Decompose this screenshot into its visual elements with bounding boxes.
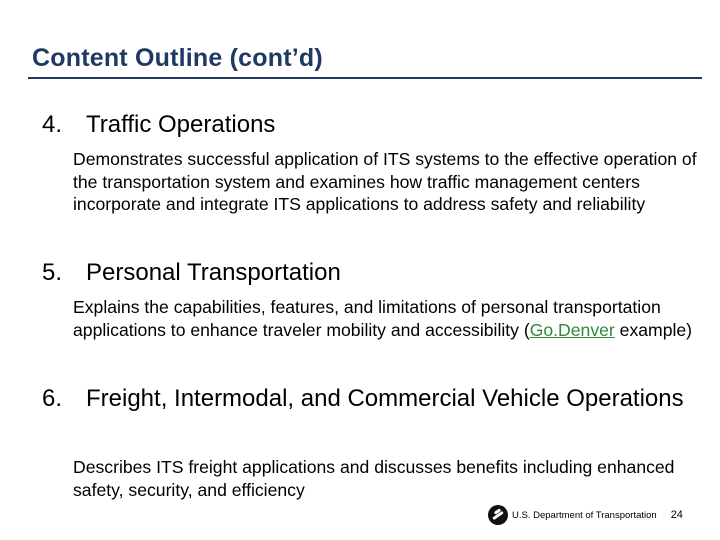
outline-item-6-heading [42, 383, 686, 415]
description-text: Explains the capabilities, features, and limitations of personal transportation applications to enhance traveler mobility and accessibility ( [73, 297, 661, 340]
outline-item-number: 4. [42, 111, 63, 138]
title-divider [28, 77, 702, 79]
outline-item-number: 6. [42, 385, 63, 412]
usdot-logo-icon [488, 505, 508, 525]
outline-item-4-description: Demonstrates successful application of ITS systems to the effective operation of the transportation system and examines how traffic management centers incorporate and integrate ITS applications to address safety and reliability [73, 149, 697, 215]
agency-name: U.S. Department of Transportation [512, 509, 657, 521]
description-text: example) [614, 319, 693, 340]
outline-item-number: 5. [42, 259, 63, 286]
godenver-link[interactable]: Go.Denver [529, 319, 615, 340]
outline-item-5-heading [42, 257, 686, 289]
outline-item-6-description: Describes ITS freight applications and discusses benefits including enhanced safety, security, and efficiency [73, 457, 675, 500]
footer [488, 505, 683, 525]
outline-item-5-description [73, 296, 703, 341]
page-number: 24 [670, 509, 683, 521]
outline-item-title: Personal Transportation [86, 259, 341, 286]
outline-item-4-heading [42, 109, 686, 141]
page-title: Content Outline (cont’d) [32, 44, 323, 72]
outline-item-title: Freight, Intermodal, and Commercial Vehicle Operations [86, 385, 684, 412]
outline-item-title: Traffic Operations [86, 111, 276, 138]
